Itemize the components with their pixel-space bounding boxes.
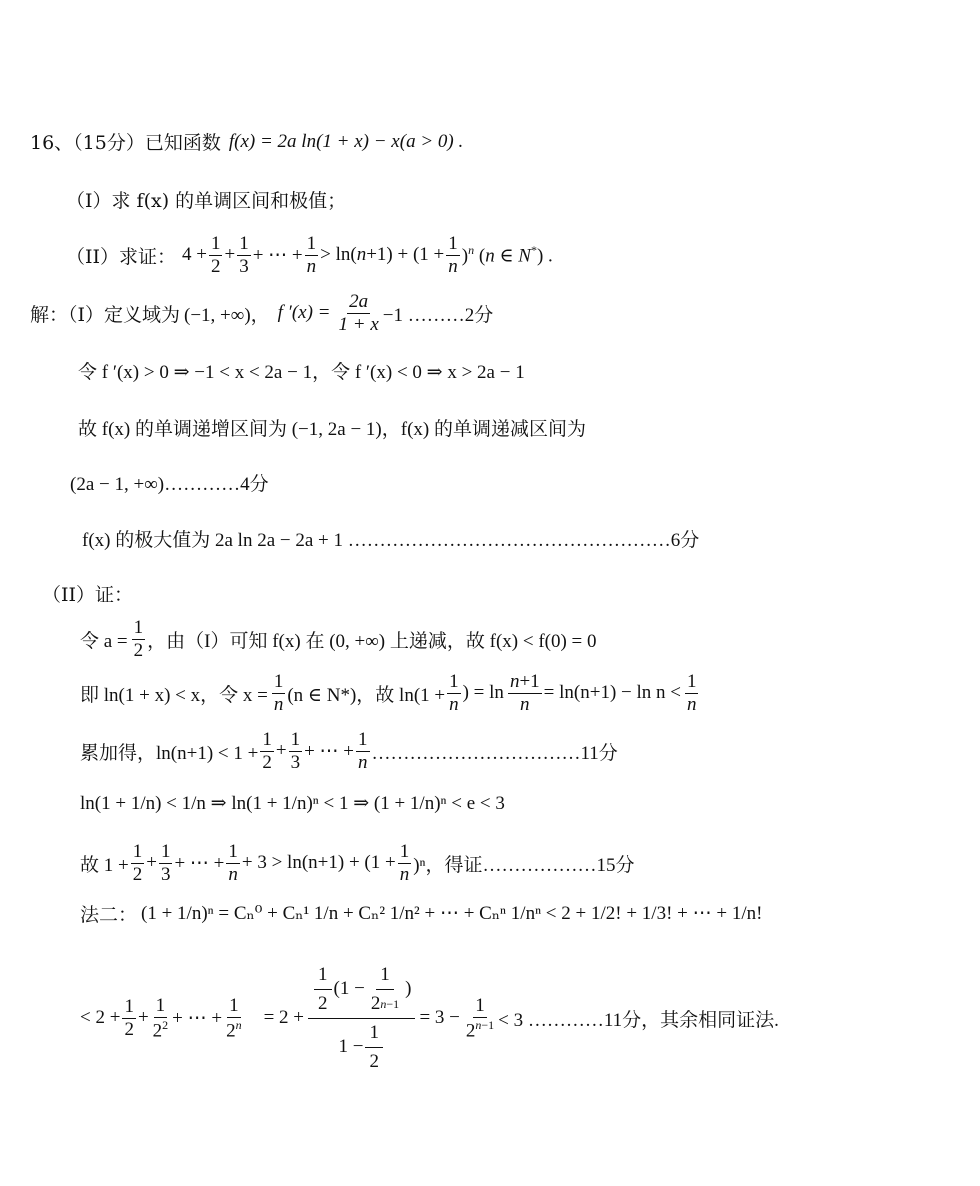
fraction-one-over-two-to-n: $\frac{1}{2^n}$ [226,994,242,1042]
monotonic-intervals-text: 故 f(x) 的单调递增区间为 (−1, 2a − 1)，f(x) 的单调递减区间为 [78,419,586,440]
fraction-half: $\frac{1}{2}$ [262,729,272,773]
fraction-half: $\frac{1}{2}$ [133,617,144,661]
solution-maximum-line [82,525,699,552]
fraction-third: $\frac{1}{3}$ [160,841,171,885]
geometric-sum-fraction: $\frac{1}{2}$ (1 − 1 2 n−1 ) 1 − $\frac{1}{2}$ [308,965,415,1072]
proof-line-2-b: (n ∈ N*)，故 ln(1 + [287,684,446,706]
fraction-third: $\frac{1}{3}$ [290,729,301,773]
derivative-fraction [337,292,381,335]
method-two-label: 法二： [80,904,138,926]
proof-line-5-middle: + 3 > ln(n+1) + (1 + [241,852,396,874]
fraction-one-over-two-squared: $\frac{1}{2^2}$ [152,994,169,1042]
proof-line-1-end: ，由（I）可知 f(x) 在 (0, +∞) 上递减，故 f(x) < f(0) = 0 [147,630,597,652]
problem-number: 16、（15分）已知函数 [30,132,221,154]
proof-line-5-end: )ⁿ，得证………………15分 [413,854,635,876]
part-two-label: （II）求证： [66,245,177,268]
proof-label-line [42,580,133,607]
fraction-half: $\frac{1}{2}$ [124,995,134,1040]
proof-line-5-start: 故 1 + [80,854,129,876]
solution-sign-line [78,357,525,384]
proof-line-2-a: 即 ln(1 + x) < x，令 x = [80,684,268,706]
method-two-result-end: < 3 …………11分，其余相同证法. [498,1009,779,1031]
problem-header [30,128,463,155]
solution-domain-line [30,292,493,335]
fraction-one-over-n: $\frac{1}{n}$ [399,841,410,885]
fraction-third: $\frac{1}{3}$ [239,233,249,277]
proof-line-3-start: 累加得，ln(n+1) < 1 + [80,742,259,764]
fraction-one-over-n: $\frac{1}{n}$ [273,671,284,715]
method-two-line-1 [80,900,762,927]
proof-line-2-d: = ln(n+1) − ln n < [543,682,681,704]
proof-line-2-c: ) = ln [462,682,504,704]
proof-line-1-start: 令 a = [80,630,128,652]
method-two-result-lhs: = 3 − [419,1007,460,1029]
proof-line-5: 故 1 + $\frac{1}{2}$ + $\frac{1}{3}$ + ⋯ + $\frac{1}{n}$ + 3 > ln(n+1) + (1 + $\frac{1}{n}$ )ⁿ，得证………………15分 [80,841,635,885]
fraction-one-over-n: $\frac{1}{n}$ [228,841,238,885]
proof-line-1 [80,618,597,661]
maximum-value-text: f(x) 的极大值为 2a ln 2a − 2a + 1 ……………………………………………6分 [82,530,700,551]
method-two-expansion: (1 + 1/n)ⁿ = Cₙ⁰ + Cₙ¹ 1/n + Cₙ² 1/n² + ⋯ + Cₙⁿ 1/nⁿ < 2 + 1/2! + 1/3! + ⋯ + 1/n! [141,903,763,924]
fraction-half: $\frac{1}{2}$ [210,233,221,277]
derivative-lhs: f ′(x) = [277,302,331,324]
fraction-one-over-n: $\frac{1}{n}$ [448,233,458,277]
solution-decreasing-interval [70,469,269,496]
solution-label: 解：（I）定义域为 [30,303,181,326]
method-two-line-2: < 2 + $\frac{1}{2}$ + $\frac{1}{2^2}$ + ⋯ + $\frac{1}{2^n}$ = 2 + $\frac{1}{2}$ (1 − 1 2 n−1 ) 1 − $\frac{1}{2}$ = 3 − $\frac{1}{2^{n-1}}$ < 3 …………11分，其余相同证法. [80,964,779,1072]
proof-line-3-score: ……………………………11分 [371,742,618,764]
sign-analysis-text: 令 f ′(x) > 0 ⇒ −1 < x < 2a − 1，令 f ′(x) < 0 ⇒ x > 2a − 1 [78,362,525,383]
fraction-one-over-n: $\frac{1}{n}$ [358,729,368,773]
proof-label: （II）证： [42,584,134,606]
fraction-one-over-n: $\frac{1}{n}$ [686,671,697,715]
fraction-one-over-n: $\frac{1}{n}$ [449,671,459,715]
solution-monotonic-line [78,414,586,441]
function-definition: f(x) = 2a ln(1 + x) − x(a > 0) . [228,130,464,152]
derivative-numerator: 2a [349,291,369,312]
proof-line-4-text: ln(1 + 1/n) < 1/n ⇒ ln(1 + 1/n)ⁿ < 1 ⇒ (1 + 1/n)ⁿ < e < 3 [80,793,505,814]
derivative-tail: −1 ………2分 [382,304,494,326]
domain-interval: (−1, +∞)， [184,304,270,326]
fraction-one-over-two-n-minus-one: $\frac{1}{2^{n-1}}$ [465,994,495,1042]
part-one-text: （I）求 f(x) 的单调区间和极值； [66,190,347,212]
fraction-half: $\frac{1}{2}$ [132,841,143,885]
proof-line-2 [80,672,700,715]
part-one-question [66,186,346,213]
fraction-one-over-n: $\frac{1}{n}$ [306,233,317,277]
fraction-n-plus-one-over-n: $\frac{n+1}{n}$ [509,671,540,715]
proof-line-4 [80,792,505,815]
decreasing-interval-text: (2a − 1, +∞)…………4分 [70,474,269,495]
derivative-denominator: 1 + x [338,313,379,335]
part-two-question: （II）求证： 4 + $\frac{1}{2}$ + $\frac{1}{3}$ + ⋯ + $\frac{1}{n}$ > ln(n+1) + (1 + $\frac{1}{n}$ )$^n$ (n ∈ N*) . [66,233,553,277]
proof-line-3: 累加得，ln(n+1) < 1 + $\frac{1}{2}$ + $\frac{1}{3}$ + ⋯ + $\frac{1}{n}$ ……………………………11分 [80,729,618,773]
